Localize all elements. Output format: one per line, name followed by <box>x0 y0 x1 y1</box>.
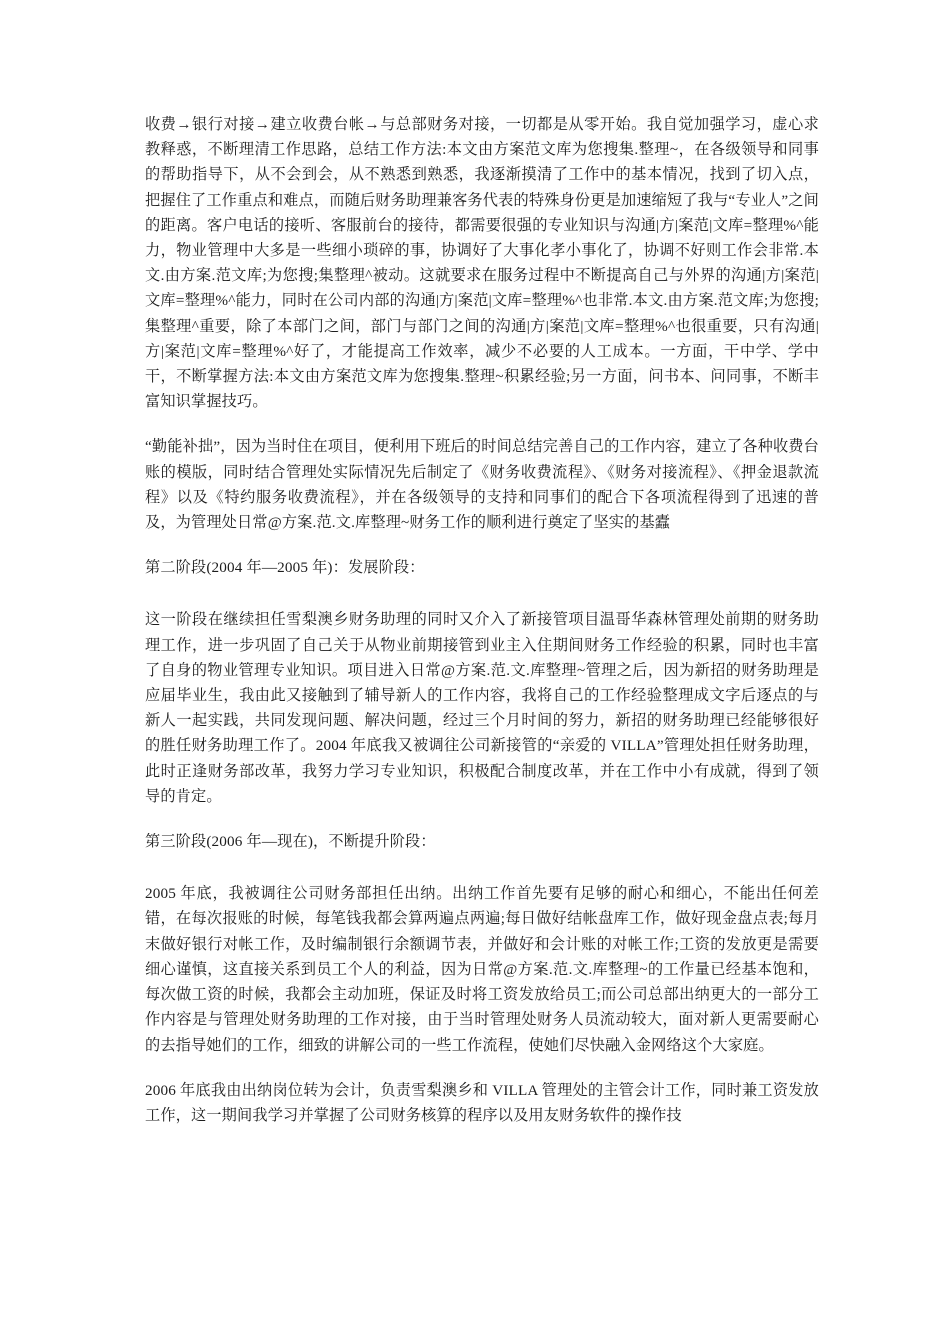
paragraph-2: “勤能补拙”，因为当时住在项目，便利用下班后的时间总结完善自己的工作内容，建立了各种收费台账的模版，同时结合管理处实际情况先后制定了《财务收费流程》、《财务对接流程》、《押金退款流程》以及《特约服务收费流程》，并在各级领导的支持和同事们的配合下各项流程得到了迅速的普及，为管理处日常@方案.范.文.库整理~财务工作的顺利进行奠定了坚实的基蠹 <box>145 438 819 532</box>
section-heading-phase-two: 第二阶段(2004 年—2005 年)：发展阶段： <box>145 559 425 577</box>
paragraph-7: 2006 年底我由出纳岗位转为会计，负责雪梨澳乡和 VILLA 管理处的主管会计工作，同时兼工资发放工作，这一期间我学习并掌握了公司财务核算的程序以及用友财务软件的操作技 <box>145 1081 819 1124</box>
paragraph-1: 收费→银行对接→建立收费台帐→与总部财务对接，一切都是从零开始。我自觉加强学习，虚心求教释惑，不断理清工作思路，总结工作方法:本文由方案范文库为您搜集.整理~，在各级领导和同事的帮助指导下，从不会到会，从不熟悉到熟悉，我逐渐摸清了工作中的基本情况，找到了切入点，把握住了工作重点和难点，而随后财务助理兼客务代表的特殊身份更是加速缩短了我与“专业人”之间的距离。客户电话的接听、客服前台的接待，都需要很强的专业知识与沟通|方|案范|文库=整理%^能力，物业管理中大多是一些细小琐碎的事，协调好了大事化孝小事化了，协调不好则工作会非常.本文.由方案.范文库;为您搜;集整理^被动。这就要求在服务过程中不断提高自己与外界的沟通|方|案范|文库=整理%^能力，同时在公司内部的沟通|方|案范|文库=整理%^也非常.本文.由方案.范文库;为您搜;集整理^重要，除了本部门之间，部门与部门之间的沟通|方|案范|文库=整理%^也很重要，只有沟通|方|案范|文库=整理%^好了，才能提高工作效率，减少不必要的人工成本。一方面，干中学、学中干，不断掌握方法:本文由方案范文库为您搜集.整理~积累经验;另一方面，问书本、问同事，不断丰富知识掌握技巧。 <box>145 116 819 411</box>
paragraph-6: 2005 年底，我被调往公司财务部担任出纳。出纳工作首先要有足够的耐心和细心，不能出任何差错，在每次报账的时候，每笔钱我都会算两遍点两遍;每日做好结帐盘库工作，做好现金盘点表;每月末做好银行对帐工作，及时编制银行余额调节表，并做好和会计账的对帐工作;工资的发放更是需要细心谨慎，这直接关系到员工个人的利益，因为日常@方案.范.文.库整理~的工作量已经基本饱和，每次做工资的时候，我都会主动加班，保证及时将工资发放给员工;而公司总部出纳更大的一部分工作内容是与管理处财务助理的工作对接，由于当时管理处财务人员流动较大，面对新人更需要耐心的去指导她们的工作，细致的讲解公司的一些工作流程，使她们尽快融入金网络这个大家庭。 <box>145 885 819 1054</box>
paragraph-4: 这一阶段在继续担任雪梨澳乡财务助理的同时又介入了新接管项目温哥华森林管理处前期的财务助理工作，进一步巩固了自己关于从物业前期接管到业主入住期间财务工作经验的积累，同时也丰富了自身的物业管理专业知识。项目进入日常@方案.范.文.库整理~管理之后，因为新招的财务助理是应届毕业生，我由此又接触到了辅导新人的工作内容，我将自己的工作经验整理成文字后逐点的与新人一起实践，共同发现问题、解决问题，经过三个月时间的努力，新招的财务助理已经能够很好的胜任财务助理工作了。2004 年底我又被调往公司新接管的“亲爱的 VILLA”管理处担任财务助理，此时正逢财务部改革，我努力学习专业知识，积极配合制度改革，并在工作中小有成就，得到了领导的肯定。 <box>145 611 819 805</box>
document-text-column <box>145 112 819 1148</box>
section-heading-phase-three: 第三阶段(2006 年—现在)，不断提升阶段： <box>145 833 436 851</box>
